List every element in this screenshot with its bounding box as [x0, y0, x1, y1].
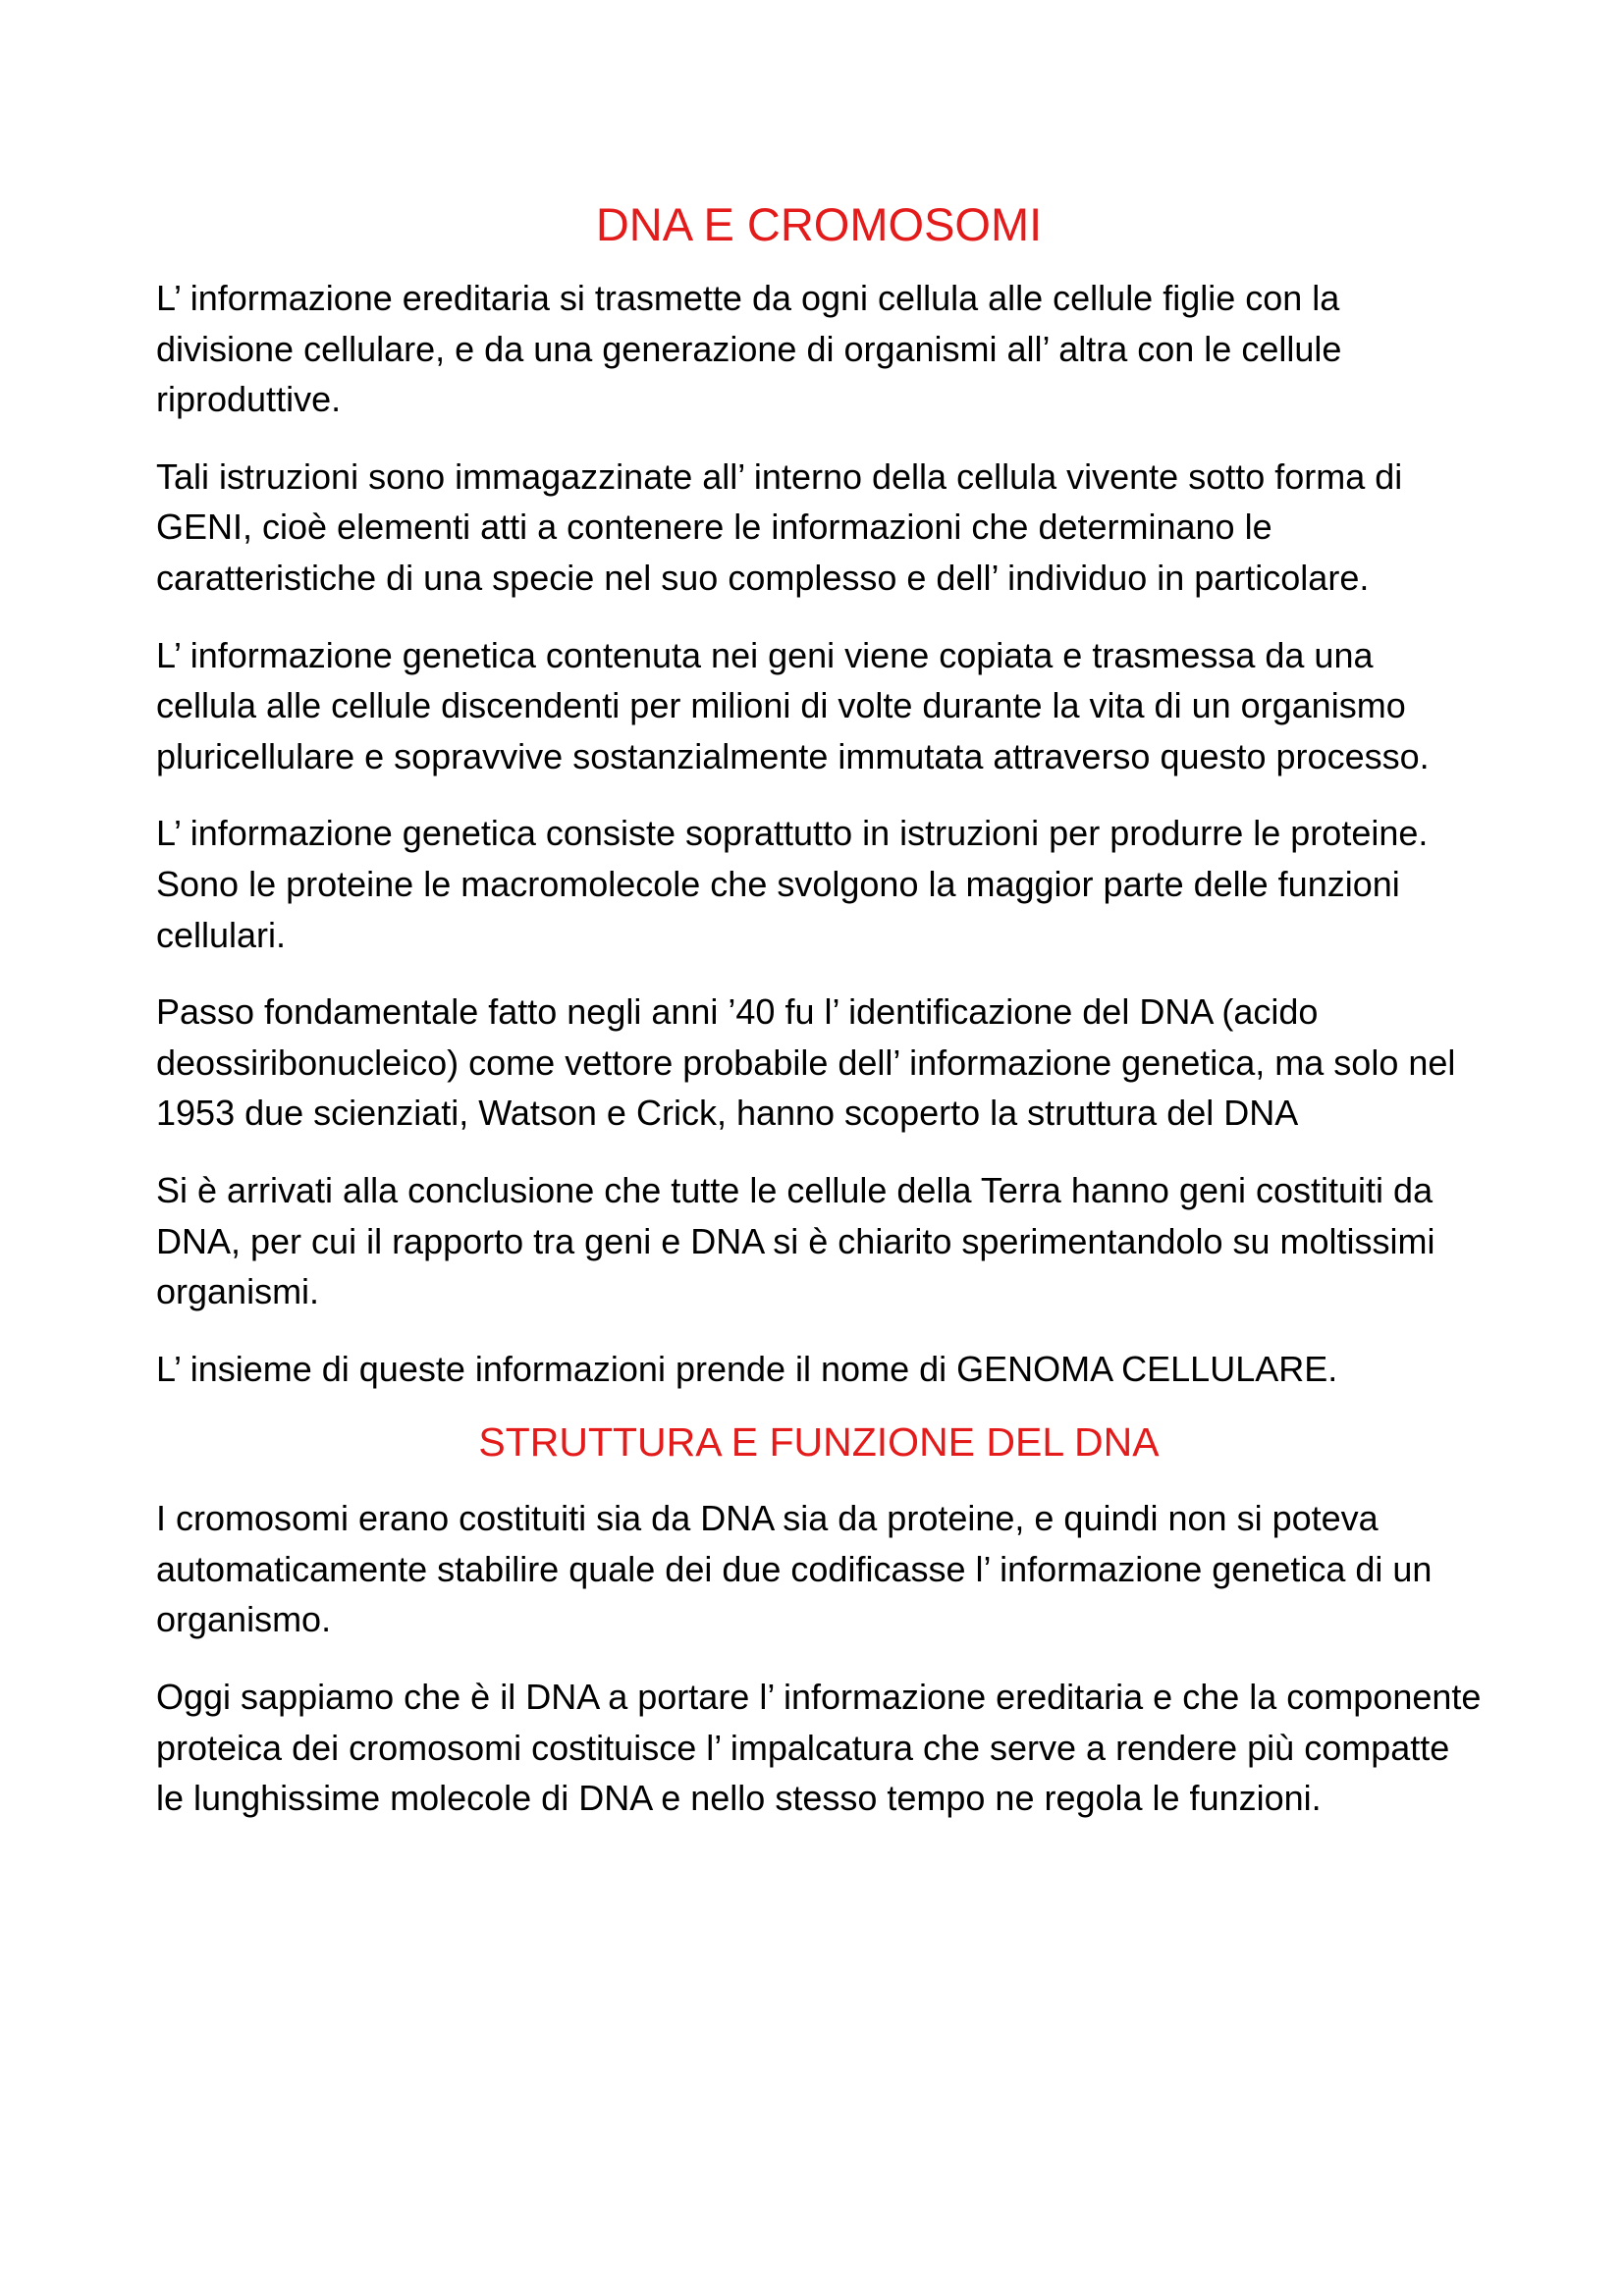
- page-title: DNA E CROMOSOMI: [595, 198, 1043, 250]
- paragraph: Tali istruzioni sono immagazzinate all’ interno della cellula vivente sotto forma di GENI, cioè elementi atti a contenere le informazioni che determinano le caratteristiche di una specie nel suo complesso e dell’ individuo in particolare.: [156, 455, 1403, 598]
- paragraph: L’ informazione genetica contenuta nei geni viene copiata e trasmessa da una cellula alle cellule discendenti per milioni di volte durante la vita di un organismo pluricellulare e sopravvive sostanzialmente immutata attraverso questo processo.: [156, 634, 1430, 776]
- paragraph: I cromosomi erano costituiti sia da DNA sia da proteine, e quindi non si poteva automaticamente stabilire quale dei due codificasse l’ informazione genetica di un organismo.: [156, 1498, 1433, 1640]
- document-page: [156, 192, 1482, 1824]
- paragraph: L’ informazione genetica consiste soprattutto in istruzioni per produrre le proteine. Sono le proteine le macromolecole che svolgono la maggior parte delle funzioni cellulari.: [156, 813, 1429, 955]
- paragraph: L’ informazione ereditaria si trasmette da ogni cellula alle cellule figlie con la divisione cellulare, e da una generazione di organismi all’ altra con le cellule riproduttive.: [156, 278, 1342, 420]
- paragraph: Passo fondamentale fatto negli anni ’40 fu l’ identificazione del DNA (acido deossiribonucleico) come vettore probabile dell’ informazione genetica, ma solo nel 1953 due scienziati, Watson e Crick, hanno scoperto la struttura del DNA: [156, 991, 1456, 1134]
- paragraph: Oggi sappiamo che è il DNA a portare l’ informazione ereditaria e che la componente proteica dei cromosomi costituisce l’ impalcatura che serve a rendere più compatte le lunghissime molecole di DNA e nello stesso tempo ne regola le funzioni.: [156, 1677, 1482, 1819]
- section-heading: STRUTTURA E FUNZIONE DEL DNA: [478, 1419, 1160, 1466]
- paragraph: Si è arrivati alla conclusione che tutte le cellule della Terra hanno geni costituiti da DNA, per cui il rapporto tra geni e DNA si è chiarito sperimentandolo su moltissimi organismi.: [156, 1169, 1435, 1312]
- paragraph: L’ insieme di queste informazioni prende il nome di GENOMA CELLULARE.: [156, 1348, 1338, 1389]
